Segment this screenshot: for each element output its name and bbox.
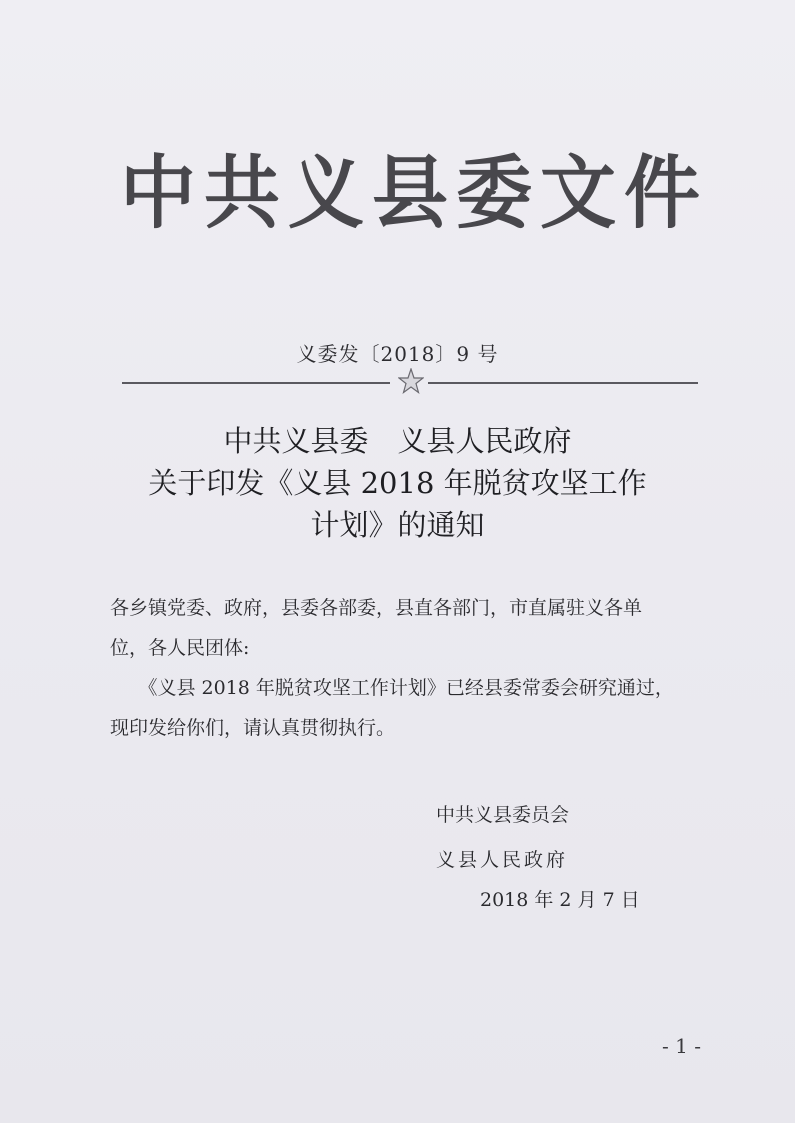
- header-char: 县: [372, 145, 448, 240]
- body-paragraph-line: 《义县 2018 年脱贫攻坚工作计划》已经县委常委会研究通过，: [110, 677, 674, 699]
- document-number: 义委发〔2018〕9 号: [296, 342, 499, 366]
- divider-line-left: [122, 382, 390, 384]
- header-char: 件: [624, 145, 700, 240]
- document-title: [0, 420, 795, 546]
- header-divider: [122, 368, 698, 398]
- divider-line-right: [428, 382, 698, 384]
- header-char: 文: [540, 145, 616, 240]
- header-char: 义: [288, 145, 364, 240]
- signature-org-government: 义县人民政府: [436, 849, 569, 871]
- document-body: [110, 588, 690, 748]
- title-line: 关于印发《义县 2018 年脱贫攻坚工作: [148, 466, 647, 500]
- addressee-line: 各乡镇党委、政府，县委各部委，县直各部门，市直属驻义各单: [110, 597, 643, 619]
- title-line: 计划》的通知: [310, 508, 485, 542]
- page-number: - 1 -: [662, 1034, 701, 1058]
- body-paragraph-line: 现印发给你们，请认真贯彻执行。: [110, 717, 396, 739]
- signature-org-committee: 中共义县委员会: [436, 804, 570, 826]
- header-char: 中: [120, 145, 196, 240]
- header-char: 共: [204, 145, 280, 240]
- star-icon: [398, 368, 424, 394]
- signature-date: 2018 年 2 月 7 日: [480, 889, 640, 911]
- addressee-line: 位，各人民团体:: [110, 637, 250, 659]
- document-header: [120, 138, 700, 248]
- header-char: 委: [456, 145, 532, 240]
- title-line: 中共义县委 义县人民政府: [223, 424, 572, 458]
